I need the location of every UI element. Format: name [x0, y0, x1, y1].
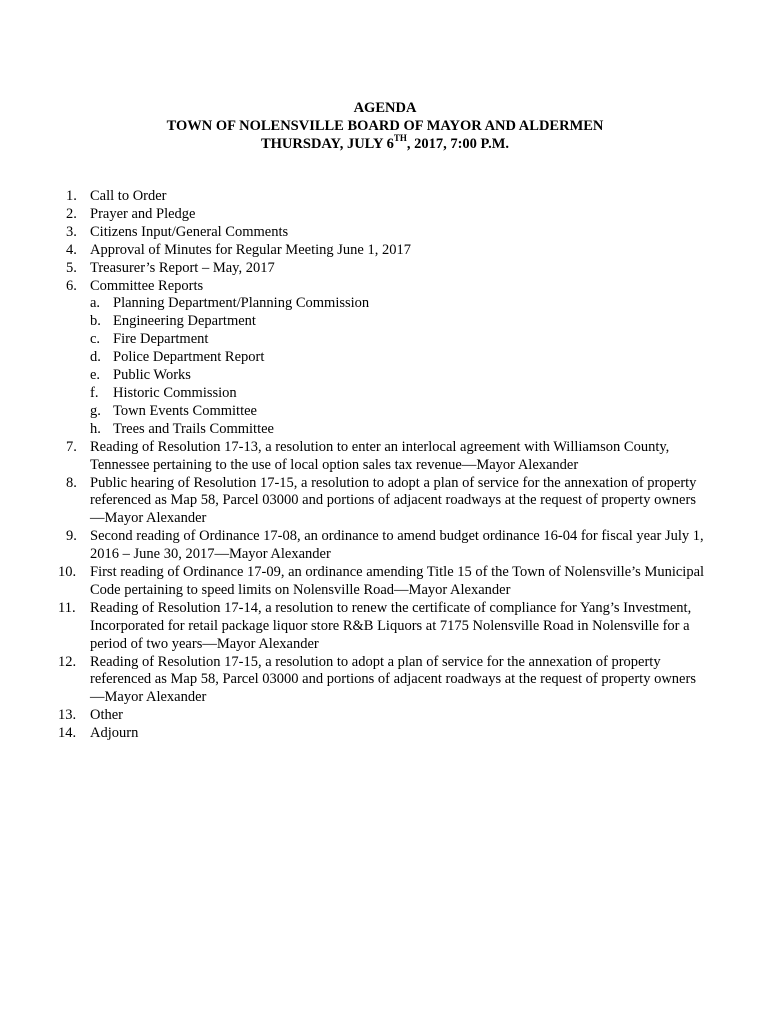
committee-report-text: Town Events Committee	[113, 402, 257, 419]
agenda-item-text: Treasurer’s Report – May, 2017	[90, 259, 275, 276]
agenda-item-number: 4.	[66, 241, 77, 258]
agenda-item-text: First reading of Ordinance 17-09, an ordinance amending Title 15 of the Town of Nolensville’s Municipal Code pertaining to speed limits on Nolensville Road—Mayor Alexander	[90, 564, 705, 598]
agenda-item-text: Call to Order	[90, 188, 167, 204]
meeting-date-prefix: THURSDAY, JULY 6	[260, 136, 394, 152]
committee-report-item	[66, 421, 706, 439]
agenda-item-text: Approval of Minutes for Regular Meeting June 1, 2017	[90, 241, 411, 258]
committee-report-letter: f.	[90, 384, 99, 401]
agenda-item-number: 12.	[58, 653, 77, 670]
committee-report-text: Planning Department/Planning Commission	[113, 295, 370, 312]
agenda-item	[58, 599, 706, 654]
committee-report-item	[66, 385, 706, 403]
agenda-item-number: 11.	[58, 599, 76, 616]
committee-report-item	[66, 295, 706, 313]
committee-report-text: Fire Department	[113, 331, 209, 348]
committee-report-letter: h.	[90, 420, 101, 437]
agenda-header	[0, 99, 770, 153]
agenda-item	[66, 242, 706, 260]
committee-report-letter: b.	[90, 313, 101, 330]
agenda-item-text: Other	[90, 707, 124, 724]
committee-report-item	[66, 367, 706, 385]
agenda-item-number: 7.	[66, 438, 77, 455]
agenda-item-number: 3.	[66, 223, 77, 240]
agenda-item-number: 6.	[66, 277, 77, 294]
agenda-item-number: 5.	[66, 259, 77, 276]
committee-report-item	[66, 331, 706, 349]
agenda-item	[58, 653, 706, 708]
committee-report-letter: d.	[90, 349, 101, 366]
committee-report-letter: g.	[90, 402, 101, 419]
agenda-item-number: 10.	[58, 564, 77, 581]
agenda-item-number: 2.	[66, 205, 77, 222]
agenda-list	[58, 188, 706, 743]
agenda-item-text: Reading of Resolution 17-13, a resolution to enter an interlocal agreement with Williamson County, Tennessee pertaining to the use of local option sales tax revenue—Mayor Alexander	[90, 438, 670, 473]
board-name: TOWN OF NOLENSVILLE BOARD OF MAYOR AND ALDERMEN	[166, 118, 604, 134]
agenda-item	[58, 725, 706, 743]
agenda-item-text: Second reading of Ordinance 17-08, an ordinance to amend budget ordinance 16-04 for fiscal year July 1, 2016 – June 30, 2017—Mayor Alexander	[90, 528, 704, 563]
meeting-date-suffix: , 2017, 7:00 P.M.	[406, 136, 510, 152]
agenda-item	[66, 278, 706, 296]
agenda-item	[58, 564, 706, 600]
agenda-item-text: Reading of Resolution 17-15, a resolution to adopt a plan of service for the annexation of property referenced as Map 58, Parcel 03000 and portions of adjacent roadways at the request of property owners—Mayor Alexander	[90, 653, 696, 706]
agenda-item	[66, 224, 706, 242]
meeting-date	[0, 135, 770, 153]
committee-report-text: Engineering Department	[113, 313, 256, 330]
agenda-item-text: Reading of Resolution 17-14, a resolution to renew the certificate of compliance for Yang’s Investment, Incorporated for retail package liquor store R&B Liquors at 7175 Nolensville Road in Nolensville for a period of two years—Mayor Alexander	[90, 599, 692, 652]
agenda-item-number: 8.	[66, 474, 77, 491]
committee-report-letter: c.	[90, 331, 101, 348]
committee-report-text: Police Department Report	[113, 349, 265, 366]
agenda-title: AGENDA	[353, 100, 417, 116]
agenda-item-text: Committee Reports	[90, 277, 204, 294]
agenda-item	[66, 206, 706, 224]
committee-report-text: Historic Commission	[113, 384, 237, 401]
agenda-item-number: 1.	[66, 188, 77, 204]
agenda-item-number: 13.	[58, 707, 77, 724]
committee-report-text: Trees and Trails Committee	[113, 420, 274, 437]
committee-report-item	[66, 313, 706, 331]
agenda-item-text: Citizens Input/General Comments	[90, 223, 289, 240]
committee-report-item	[66, 403, 706, 421]
agenda-item	[66, 188, 706, 206]
committee-report-text: Public Works	[113, 367, 191, 384]
meeting-date-ordinal: TH	[393, 133, 407, 144]
agenda-item-text: Prayer and Pledge	[90, 205, 196, 222]
agenda-item	[66, 475, 706, 529]
agenda-item	[66, 528, 706, 564]
agenda-item-text: Public hearing of Resolution 17-15, a resolution to adopt a plan of service for the annexation of property referenced as Map 58, Parcel 03000 and portions of adjacent roadways at the request of property owners—Mayor Alexander	[90, 474, 697, 527]
agenda-item	[66, 260, 706, 278]
committee-report-letter: e.	[90, 367, 101, 384]
agenda-item-number: 14.	[58, 725, 77, 742]
agenda-item-number: 9.	[66, 528, 77, 545]
agenda-item	[58, 707, 706, 725]
agenda-item-text: Adjourn	[90, 725, 139, 742]
agenda-item	[66, 439, 706, 475]
committee-report-letter: a.	[90, 295, 101, 312]
committee-report-item	[66, 349, 706, 367]
